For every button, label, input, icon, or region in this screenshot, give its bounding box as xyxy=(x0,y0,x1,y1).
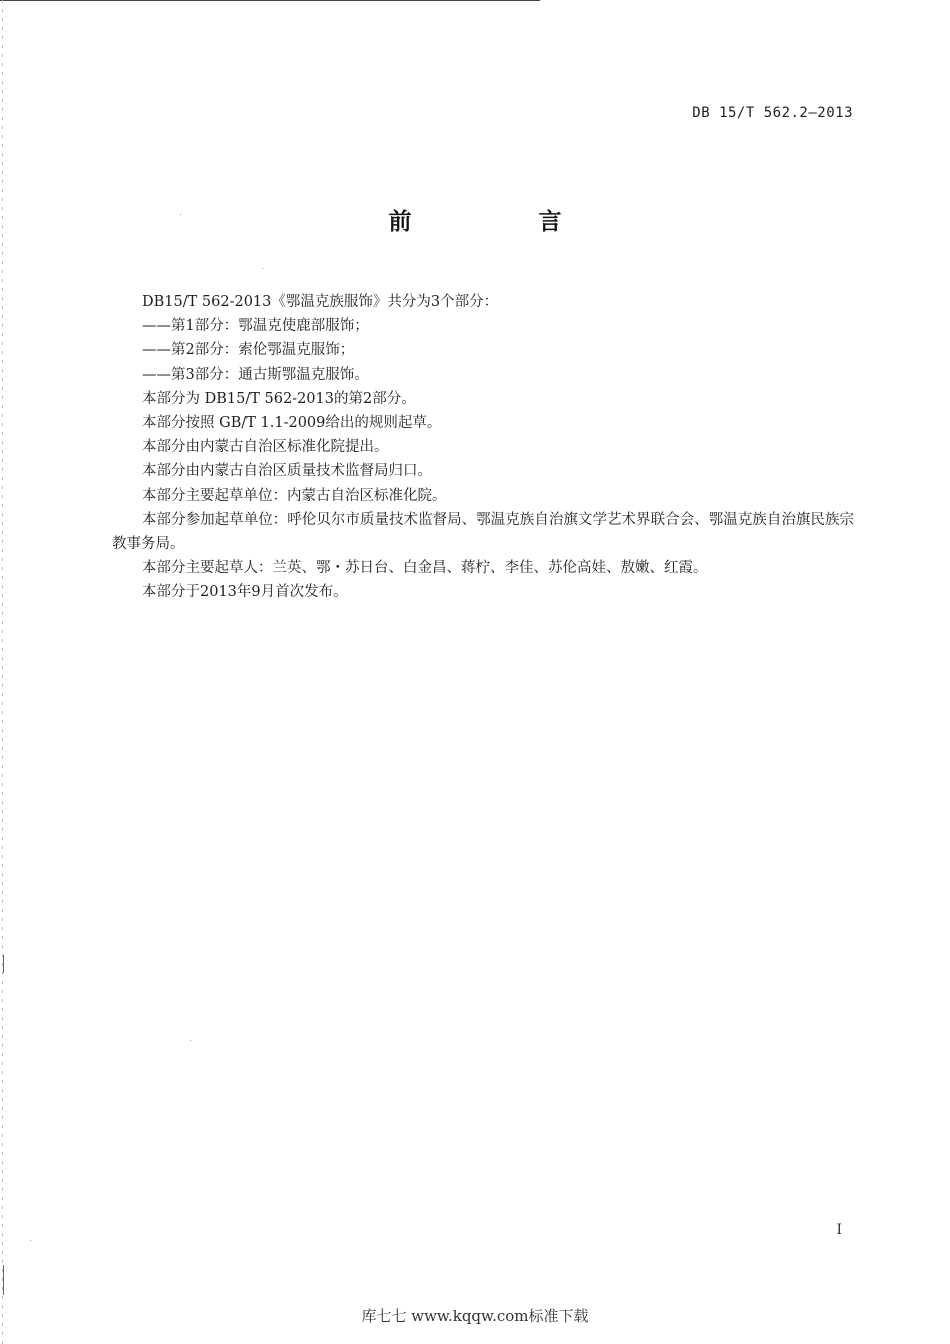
scan-speck xyxy=(190,1040,191,1041)
preface-paragraph: 本部分参加起草单位：呼伦贝尔市质量技术监督局、鄂温克族自治旗文学艺术界联合会、鄂温克族自治旗民族宗教事务局。 xyxy=(112,511,854,553)
scan-speck xyxy=(262,268,263,269)
preface-paragraph: 本部分于2013年9月首次发布。 xyxy=(142,584,348,601)
page-number: I xyxy=(836,1222,842,1238)
scan-left-mark xyxy=(3,955,4,973)
scan-speck xyxy=(30,1240,31,1241)
scan-left-mark xyxy=(3,1265,4,1295)
preface-paragraph: 本部分由内蒙古自治区标准化院提出。 xyxy=(142,439,389,456)
scan-left-edge xyxy=(2,0,3,1344)
scan-top-edge-line xyxy=(0,0,540,1)
footer-watermark: 库七七 www.kqqw.com标准下载 xyxy=(361,1307,589,1325)
preface-paragraph: 本部分为 DB15/T 562-2013的第2部分。 xyxy=(142,390,416,407)
preface-paragraph: DB15/T 562-2013《鄂温克族服饰》共分为3个部分： xyxy=(142,294,499,310)
standard-code: DB 15/T 562.2—2013 xyxy=(692,105,853,121)
preface-paragraph: 本部分主要起草人：兰英、鄂・苏日台、白金昌、蒋柠、李佳、苏伦高娃、敖嫩、红霞。 xyxy=(142,560,708,577)
preface-paragraph: 本部分由内蒙古自治区质量技术监督局归口。 xyxy=(142,463,432,480)
preface-body xyxy=(112,290,854,605)
preface-paragraph: 本部分按照 GB/T 1.1-2009给出的规则起草。 xyxy=(142,415,442,432)
preface-paragraph: 本部分主要起草单位：内蒙古自治区标准化院。 xyxy=(142,487,447,504)
preface-list-item: ——第2部分：索伦鄂温克服饰； xyxy=(142,342,355,359)
preface-list-item: ——第3部分：通古斯鄂温克服饰。 xyxy=(142,366,369,383)
page-title: 前 言 xyxy=(388,209,614,235)
preface-list-item: ——第1部分：鄂温克使鹿部服饰； xyxy=(142,318,369,335)
